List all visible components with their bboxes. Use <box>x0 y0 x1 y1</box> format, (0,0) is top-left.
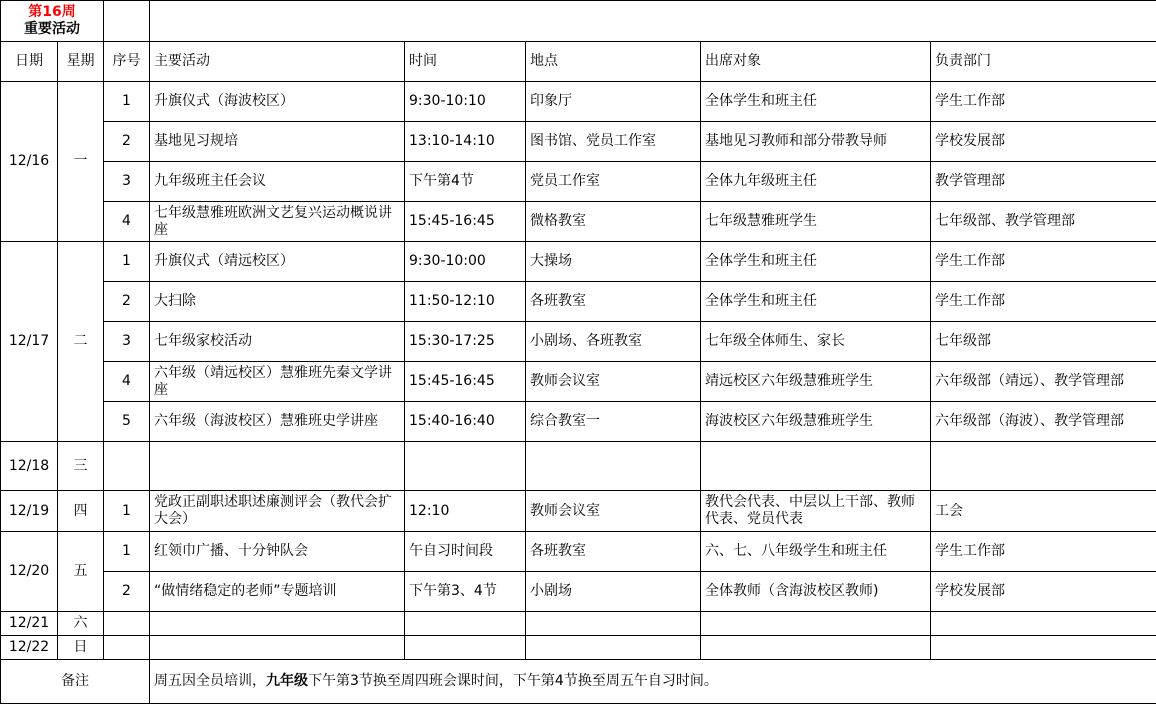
dept-cell: 七年级部 <box>931 322 1156 362</box>
activity-cell: 升旗仪式（靖远校区） <box>150 242 405 282</box>
activity-cell: 党政正副职述职述廉测评会（教代会扩大会） <box>150 491 405 532</box>
header-row <box>1 42 1156 82</box>
place-cell: 教师会议室 <box>526 491 701 532</box>
place-cell: 各班教室 <box>526 532 701 572</box>
dept-cell: 学生工作部 <box>931 282 1156 322</box>
attendees-cell: 全体学生和班主任 <box>701 242 931 282</box>
weekday-cell: 四 <box>58 491 104 532</box>
attendees-cell: 基地见习教师和部分带教导师 <box>701 122 931 162</box>
place-cell: 各班教室 <box>526 282 701 322</box>
dept-cell: 教学管理部 <box>931 162 1156 202</box>
weekday-cell: 一 <box>58 82 104 242</box>
attendees-cell: 七年级慧雅班学生 <box>701 202 931 242</box>
attendees-cell: 全体学生和班主任 <box>701 82 931 122</box>
note-text <box>150 660 1156 704</box>
dept-cell: 七年级部、教学管理部 <box>931 202 1156 242</box>
no-cell: 4 <box>104 202 150 242</box>
dept-cell: 六年级部（海波）、教学管理部 <box>931 402 1156 442</box>
no-cell: 2 <box>104 572 150 612</box>
note-label: 备注 <box>1 660 150 704</box>
table-row <box>1 612 1156 636</box>
note-bold: 九年级 <box>266 673 308 689</box>
place-cell: 教师会议室 <box>526 362 701 402</box>
activity-cell: 基地见习规培 <box>150 122 405 162</box>
dept-cell <box>931 636 1156 660</box>
attendees-cell: 全体学生和班主任 <box>701 282 931 322</box>
table-row <box>1 162 1156 202</box>
time-cell: 11:50-12:10 <box>405 282 526 322</box>
no-cell: 3 <box>104 322 150 362</box>
table-row <box>1 122 1156 162</box>
time-cell <box>405 636 526 660</box>
date-cell: 12/22 <box>1 636 58 660</box>
date-cell: 12/16 <box>1 82 58 242</box>
no-cell <box>104 612 150 636</box>
place-cell <box>526 612 701 636</box>
activity-cell: 红领巾广播、十分钟队会 <box>150 532 405 572</box>
place-cell: 小剧场 <box>526 572 701 612</box>
empty-cell <box>104 1 150 42</box>
no-cell: 5 <box>104 402 150 442</box>
attendees-cell: 七年级全体师生、家长 <box>701 322 931 362</box>
header-place: 地点 <box>526 42 701 82</box>
no-cell: 2 <box>104 122 150 162</box>
header-activity: 主要活动 <box>150 42 405 82</box>
date-cell: 12/19 <box>1 491 58 532</box>
date-cell: 12/21 <box>1 612 58 636</box>
time-cell: 15:30-17:25 <box>405 322 526 362</box>
activity-cell: 七年级家校活动 <box>150 322 405 362</box>
place-cell: 印象厅 <box>526 82 701 122</box>
weekday-cell: 三 <box>58 442 104 491</box>
place-cell: 党员工作室 <box>526 162 701 202</box>
table-row <box>1 402 1156 442</box>
activity-cell: 九年级班主任会议 <box>150 162 405 202</box>
time-cell: 9:30-10:00 <box>405 242 526 282</box>
week-label: 第16周 <box>28 4 76 20</box>
no-cell: 2 <box>104 282 150 322</box>
dept-cell <box>931 442 1156 491</box>
table-row <box>1 636 1156 660</box>
dept-cell: 学生工作部 <box>931 82 1156 122</box>
activity-cell: “做情绪稳定的老师”专题培训 <box>150 572 405 612</box>
dept-cell: 六年级部（靖远）、教学管理部 <box>931 362 1156 402</box>
dept-cell: 学校发展部 <box>931 572 1156 612</box>
table-row <box>1 491 1156 532</box>
place-cell: 大操场 <box>526 242 701 282</box>
time-cell: 15:45-16:45 <box>405 362 526 402</box>
dept-cell <box>931 612 1156 636</box>
activity-cell <box>150 636 405 660</box>
table-row <box>1 82 1156 122</box>
table-row <box>1 202 1156 242</box>
dept-cell: 学生工作部 <box>931 532 1156 572</box>
header-attendees: 出席对象 <box>701 42 931 82</box>
table-row <box>1 572 1156 612</box>
weekday-cell: 二 <box>58 242 104 442</box>
activity-cell <box>150 442 405 491</box>
place-cell: 图书馆、党员工作室 <box>526 122 701 162</box>
date-cell: 12/20 <box>1 532 58 612</box>
time-cell: 15:45-16:45 <box>405 202 526 242</box>
note-part2: 下午第3节换至周四班会课时间，下午第4节换至周五午自习时间。 <box>308 673 718 689</box>
time-cell: 午自习时间段 <box>405 532 526 572</box>
header-date: 日期 <box>1 42 58 82</box>
attendees-cell: 靖远校区六年级慧雅班学生 <box>701 362 931 402</box>
time-cell: 下午第3、4节 <box>405 572 526 612</box>
title-row <box>1 1 1156 42</box>
time-cell <box>405 442 526 491</box>
no-cell: 1 <box>104 532 150 572</box>
no-cell: 1 <box>104 242 150 282</box>
dept-cell: 工会 <box>931 491 1156 532</box>
weekday-cell: 五 <box>58 532 104 612</box>
attendees-cell <box>701 612 931 636</box>
activity-cell: 升旗仪式（海波校区） <box>150 82 405 122</box>
attendees-cell: 海波校区六年级慧雅班学生 <box>701 402 931 442</box>
activity-cell <box>150 612 405 636</box>
attendees-cell <box>701 636 931 660</box>
weekday-cell: 日 <box>58 636 104 660</box>
place-cell <box>526 442 701 491</box>
note-row <box>1 660 1156 704</box>
table-row <box>1 322 1156 362</box>
place-cell: 综合教室一 <box>526 402 701 442</box>
time-cell: 12:10 <box>405 491 526 532</box>
note-part1: 周五因全员培训， <box>154 673 266 689</box>
attendees-cell: 六、七、八年级学生和班主任 <box>701 532 931 572</box>
no-cell: 3 <box>104 162 150 202</box>
no-cell: 4 <box>104 362 150 402</box>
table-row <box>1 282 1156 322</box>
place-cell: 微格教室 <box>526 202 701 242</box>
time-cell <box>405 612 526 636</box>
week-title-cell <box>1 1 104 42</box>
no-cell: 1 <box>104 491 150 532</box>
attendees-cell <box>701 442 931 491</box>
attendees-cell: 全体教师（含海波校区教师) <box>701 572 931 612</box>
no-cell <box>104 636 150 660</box>
activity-cell: 六年级（靖远校区）慧雅班先秦文学讲座 <box>150 362 405 402</box>
place-cell: 小剧场、各班教室 <box>526 322 701 362</box>
dept-cell: 学校发展部 <box>931 122 1156 162</box>
activity-cell: 大扫除 <box>150 282 405 322</box>
table-row <box>1 442 1156 491</box>
attendees-cell: 全体九年级班主任 <box>701 162 931 202</box>
header-dept: 负责部门 <box>931 42 1156 82</box>
time-cell: 下午第4节 <box>405 162 526 202</box>
table-row <box>1 242 1156 282</box>
table-row <box>1 362 1156 402</box>
empty-cell <box>150 1 1156 42</box>
activity-cell: 六年级（海波校区）慧雅班史学讲座 <box>150 402 405 442</box>
table-row <box>1 532 1156 572</box>
time-cell: 9:30-10:10 <box>405 82 526 122</box>
place-cell <box>526 636 701 660</box>
dept-cell: 学生工作部 <box>931 242 1156 282</box>
date-cell: 12/18 <box>1 442 58 491</box>
activity-cell: 七年级慧雅班欧洲文艺复兴运动概说讲座 <box>150 202 405 242</box>
header-time: 时间 <box>405 42 526 82</box>
header-weekday: 星期 <box>58 42 104 82</box>
subtitle-label: 重要活动 <box>24 21 80 37</box>
time-cell: 13:10-14:10 <box>405 122 526 162</box>
attendees-cell: 教代会代表、中层以上干部、教师代表、党员代表 <box>701 491 931 532</box>
weekday-cell: 六 <box>58 612 104 636</box>
header-no: 序号 <box>104 42 150 82</box>
no-cell: 1 <box>104 82 150 122</box>
no-cell <box>104 442 150 491</box>
time-cell: 15:40-16:40 <box>405 402 526 442</box>
date-cell: 12/17 <box>1 242 58 442</box>
